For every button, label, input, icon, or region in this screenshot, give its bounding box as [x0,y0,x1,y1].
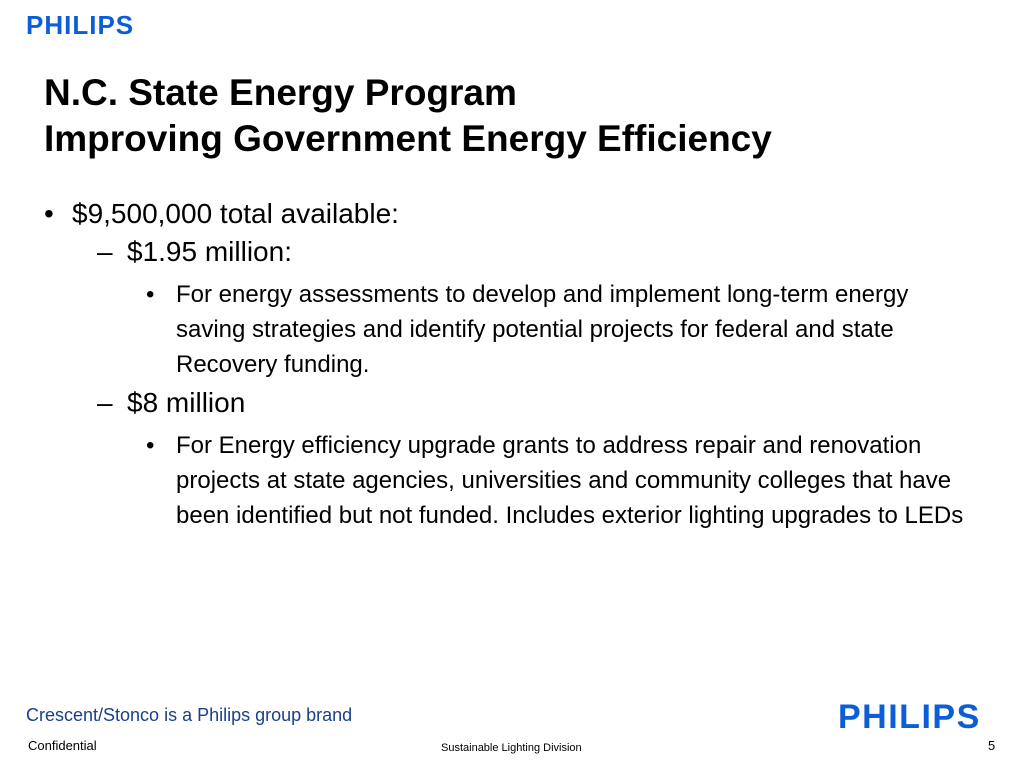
detail-efficiency-grants [146,428,976,533]
slide-title [44,70,772,162]
dash-mark: – [97,387,113,418]
philips-logo-bottom: PHILIPS [838,698,981,736]
sub-bullet-1-95-million [97,234,984,270]
page-number: 5 [988,738,996,753]
bullet-text: $9,500,000 total available: [72,198,399,229]
brand-statement: Crescent/Stonco is a Philips group brand [26,705,353,725]
detail-energy-assessments [146,277,976,382]
detail-text: For Energy efficiency upgrade grants to address repair and renovation projects at state agencies, universities and community colleges that have been identified but not funded. Includes exterior lighting upgrades to LEDs [176,432,964,529]
sub-bullet-text: $8 million [127,387,246,418]
slide-content [44,196,984,533]
dash-mark: – [97,236,113,267]
bullet-total-available [44,196,984,232]
confidential-label: Confidential [28,738,97,753]
philips-logo-top: PHILIPS [26,10,135,40]
bullet-mark: • [146,432,155,459]
division-label: Sustainable Lighting Division [441,742,582,754]
title-line-1: N.C. State Energy Program [44,72,517,113]
detail-text: For energy assessments to develop and implement long-term energy saving strategies and identify potential projects for federal and state Recovery funding. [176,281,909,378]
bullet-mark: • [44,198,54,229]
title-line-2: Improving Government Energy Efficiency [44,118,772,159]
sub-bullet-8-million [97,385,984,421]
sub-bullet-text: $1.95 million: [127,236,292,267]
bullet-mark: • [146,281,155,308]
